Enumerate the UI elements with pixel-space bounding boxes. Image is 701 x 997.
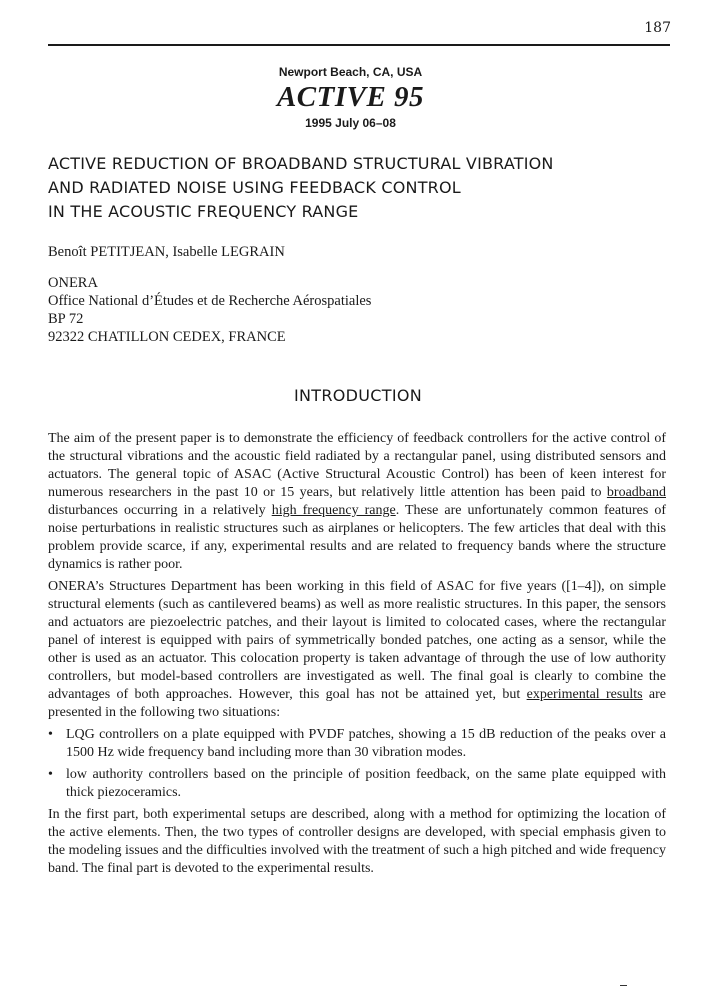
conference-location: Newport Beach, CA, USA (278, 65, 423, 79)
title-line: IN THE ACOUSTIC FREQUENCY RANGE (48, 202, 359, 221)
bullet-icon: • (48, 727, 53, 742)
list-item: • low authority controllers based on the principle of position feedback, on the same plate equipped with thick piezoceramics. (48, 767, 666, 800)
footer-mark (620, 985, 627, 986)
paragraph-2: ONERA’s Structures Department has been working in this field of ASAC for five years ([1–4]), on simple structural elements (such as cantilevered beams) as well as more realistic structures. In this paper, the sensors and actuators are piezoelectric patches, and their layout is limited to colocated cases, where the rectangular panel of interest is equipped with pairs of symmetrically bonded patches, one acting as a sensor, while the other is used as an actuator. This colocation property is taken advantage of through the use of low authority controllers, but model-based controllers are investigated as well. The final goal is clearly to combine the advantages of both approaches. However, this goal has not be attained yet, but experimental results are presented in the following two situations: (48, 579, 666, 720)
conference-name: ACTIVE 95 (276, 81, 425, 113)
bullet-list (48, 726, 666, 802)
affiliation-line: Office National d’Études et de Recherche Aérospatiales (48, 293, 372, 309)
affiliation-line: 92322 CHATILLON CEDEX, FRANCE (48, 329, 286, 345)
underlined-term: high frequency range (271, 503, 396, 518)
conference-date: 1995 July 06–08 (305, 116, 396, 130)
title-line: ACTIVE REDUCTION OF BROADBAND STRUCTURAL VIBRATION (48, 154, 554, 173)
page-number: 187 (644, 20, 671, 36)
paragraph-3: In the first part, both experimental setups are described, along with a method for optimizing the location of the active elements. Then, the two types of controller designs are developed, with special emphasis given to the modeling issues and the difficulties involved with the treatment of such a high pitched and wide frequency band. The final part is devoted to the experimental results. (48, 807, 666, 876)
affiliation (48, 274, 371, 346)
body-text (48, 430, 666, 882)
section-heading: INTRODUCTION (293, 386, 423, 405)
title-line: AND RADIATED NOISE USING FEEDBACK CONTROL (48, 178, 461, 197)
authors: Benoît PETITJEAN, Isabelle LEGRAIN (48, 244, 285, 260)
paper-title (48, 152, 678, 224)
affiliation-line: ONERA (48, 275, 98, 291)
underlined-term: experimental results (526, 687, 643, 702)
paragraph-1: The aim of the present paper is to demonstrate the efficiency of feedback controllers for the active control of the structural vibrations and the acoustic field radiated by a rectangular panel, using distributed sensors and actuators. The general topic of ASAC (Active Structural Acoustic Control) has been of keen interest for numerous researchers in the past 10 or 15 years, but relatively little attention has been paid to broadband disturbances occurring in a relatively high frequency range. These are unfortunately common features of noise perturbations in realistic structures such as airplanes or helicopters. The few articles that deal with this problem provide scarce, if any, experimental results and are related to frequency bands where the structure dynamics is rather poor. (48, 431, 666, 572)
header-rule (48, 44, 670, 46)
list-item: • LQG controllers on a plate equipped with PVDF patches, showing a 15 dB reduction of the peaks over a 1500 Hz wide frequency band including more than 30 vibration modes. (48, 727, 666, 760)
bullet-icon: • (48, 767, 53, 782)
affiliation-line: BP 72 (48, 311, 84, 327)
underlined-term: broadband (606, 485, 666, 500)
